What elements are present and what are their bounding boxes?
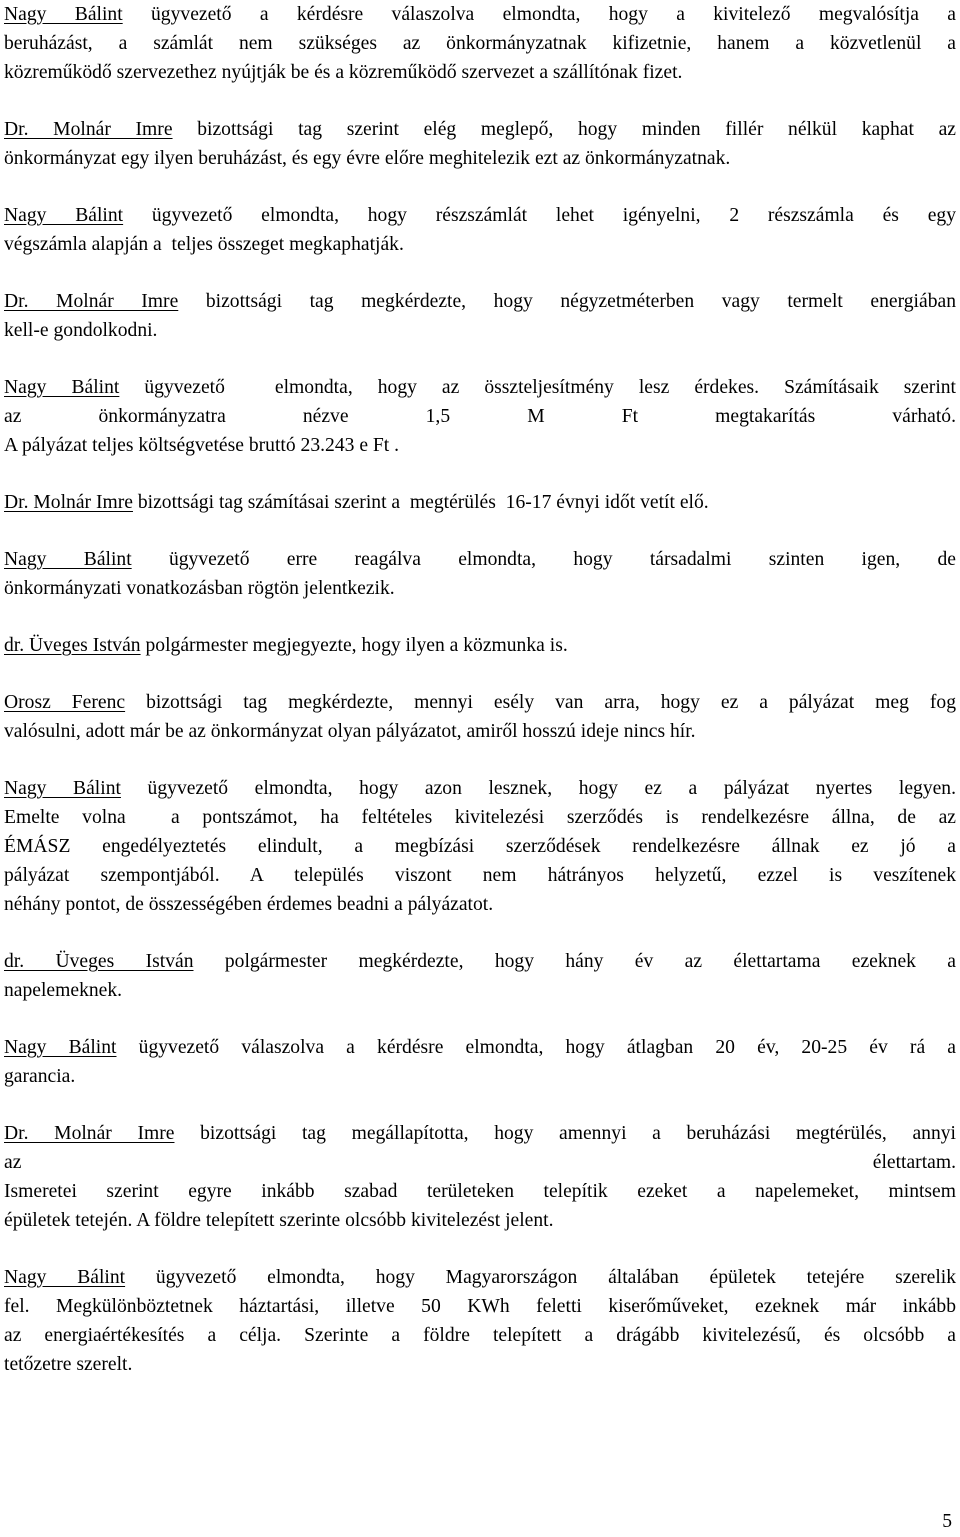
line-text: ügyvezető erre reagálva elmondta, hogy társadalmi szinten igen, de xyxy=(131,549,956,570)
paragraph xyxy=(4,631,956,660)
page-number: 5 xyxy=(942,1511,952,1532)
line-text: ügyvezető válaszolva a kérdésre elmondta, hogy átlagban 20 év, 20-25 év rá a xyxy=(116,1037,956,1058)
paragraph xyxy=(4,1263,956,1379)
line-text: napelemeknek. xyxy=(4,980,123,1001)
text-line xyxy=(4,58,956,87)
paragraph xyxy=(4,115,956,173)
text-line xyxy=(4,287,956,316)
line-text: bizottsági tag megállapította, hogy amennyi a beruházási megtérülés, annyi xyxy=(174,1123,956,1144)
line-text: Emelte volna a pontszámot, ha feltételes kivitelezési szerződés is rendelkezésre állna, de az xyxy=(4,807,956,828)
line-text: A pályázat teljes költségvetése bruttó 23.243 e Ft . xyxy=(4,435,400,456)
text-line xyxy=(4,1148,956,1177)
line-text: bizottsági tag megkérdezte, mennyi esély van arra, hogy ez a pályázat meg fog xyxy=(125,692,956,713)
paragraph xyxy=(4,201,956,259)
speaker-name: Nagy Bálint xyxy=(4,778,121,799)
paragraph xyxy=(4,947,956,1005)
text-line xyxy=(4,230,956,259)
text-line xyxy=(4,1321,956,1350)
text-line xyxy=(4,890,956,919)
line-text: az önkormányzatra nézve 1,5 M Ft megtakarítás várható. xyxy=(4,406,956,427)
paragraph xyxy=(4,1119,956,1235)
line-text: ügyvezető elmondta, hogy Magyarországon általában épületek tetejére szerelik xyxy=(125,1267,956,1288)
line-text: önkormányzati vonatkozásban rögtön jelentkezik. xyxy=(4,578,395,599)
paragraph xyxy=(4,488,956,517)
line-text: ügyvezető elmondta, hogy az összteljesítmény lesz érdekes. Számításaik szerint xyxy=(119,377,957,398)
text-line xyxy=(4,803,956,832)
text-line xyxy=(4,832,956,861)
text-line xyxy=(4,545,956,574)
line-text: beruházást, a számlát nem szükséges az önkormányzatnak kifizetnie, hanem a közvetlenül a xyxy=(4,33,956,54)
paragraph xyxy=(4,0,956,87)
line-text: valósulni, adott már be az önkormányzat olyan pályázatot, amiről hosszú ideje nincs hír. xyxy=(4,721,696,742)
speaker-name: Nagy Bálint xyxy=(4,377,120,398)
text-line xyxy=(4,1206,956,1235)
line-text: polgármester megkérdezte, hogy hány év az élettartama ezeknek a xyxy=(193,951,956,972)
line-text: ÉMÁSZ engedélyeztetés elindult, a megbízási szerződések rendelkezésre állnak ez jó a xyxy=(4,836,956,857)
line-text: pályázat szempontjából. A település viszont nem hátrányos helyzetű, ezzel is veszítenek xyxy=(4,865,956,886)
line-text: ügyvezető elmondta, hogy részszámlát lehet igényelni, 2 részszámla és egy xyxy=(123,205,956,226)
line-text: az élettartam. xyxy=(4,1152,956,1173)
speaker-name: Nagy Bálint xyxy=(4,549,132,570)
paragraph xyxy=(4,1033,956,1091)
speaker-name: dr. Üveges István xyxy=(4,951,194,972)
text-line xyxy=(4,115,956,144)
text-line xyxy=(4,0,956,29)
text-line xyxy=(4,1177,956,1206)
text-line xyxy=(4,29,956,58)
line-text: néhány pontot, de összességében érdemes beadni a pályázatot. xyxy=(4,894,494,915)
line-text: ügyvezető a kérdésre válaszolva elmondta, hogy a kivitelező megvalósítja a xyxy=(122,4,956,25)
line-text: bizottsági tag számításai szerint a megtérülés 16-17 évnyi időt vetít elő. xyxy=(132,492,709,513)
speaker-name: Dr. Molnár Imre xyxy=(4,119,173,140)
document-page xyxy=(4,0,956,1379)
line-text: kell-e gondolkodni. xyxy=(4,320,158,341)
speaker-name: Nagy Bálint xyxy=(4,1267,126,1288)
line-text: önkormányzat egy ilyen beruházást, és egy évre előre meghitelezik ezt az önkormányzatnak. xyxy=(4,148,731,169)
text-line xyxy=(4,431,956,460)
text-line xyxy=(4,717,956,746)
line-text: bizottsági tag szerint elég meglepő, hogy minden fillér nélkül kaphat az xyxy=(172,119,956,140)
text-line xyxy=(4,631,956,660)
paragraph xyxy=(4,373,956,460)
speaker-name: Nagy Bálint xyxy=(4,4,123,25)
line-text: közreműködő szervezethez nyújtják be és a közreműködő szervezet a szállítónak fizet. xyxy=(4,62,683,83)
speaker-name: Orosz Ferenc xyxy=(4,692,126,713)
text-line xyxy=(4,1263,956,1292)
paragraph xyxy=(4,287,956,345)
text-line xyxy=(4,316,956,345)
text-line xyxy=(4,861,956,890)
text-line xyxy=(4,402,956,431)
text-line xyxy=(4,373,956,402)
text-line xyxy=(4,1119,956,1148)
text-line xyxy=(4,1350,956,1379)
line-text: ügyvezető elmondta, hogy azon lesznek, hogy ez a pályázat nyertes legyen. xyxy=(120,778,957,799)
text-line xyxy=(4,201,956,230)
line-text: végszámla alapján a teljes összeget megkaphatják. xyxy=(4,234,404,255)
line-text: tetőzetre szerelt. xyxy=(4,1354,133,1375)
line-text: garancia. xyxy=(4,1066,76,1087)
line-text: épületek tetején. A földre telepített szerinte olcsóbb kivitelezést jelent. xyxy=(4,1210,554,1231)
text-line xyxy=(4,1062,956,1091)
text-line xyxy=(4,1033,956,1062)
text-line xyxy=(4,688,956,717)
paragraph xyxy=(4,545,956,603)
text-line xyxy=(4,774,956,803)
text-line xyxy=(4,976,956,1005)
speaker-name: dr. Üveges István xyxy=(4,635,141,656)
text-line xyxy=(4,488,956,517)
line-text: az energiaértékesítés a célja. Szerinte a földre telepített a drágább kivitelezésű, és olcsóbb a xyxy=(4,1325,956,1346)
speaker-name: Dr. Molnár Imre xyxy=(4,291,179,312)
text-line xyxy=(4,947,956,976)
paragraph xyxy=(4,774,956,919)
line-text: fel. Megkülönböztetnek háztartási, illetve 50 KWh feletti kiserőműveket, ezeknek már inkább xyxy=(4,1296,956,1317)
text-line xyxy=(4,144,956,173)
text-line xyxy=(4,574,956,603)
speaker-name: Nagy Bálint xyxy=(4,1037,117,1058)
speaker-name: Dr. Molnár Imre xyxy=(4,492,133,513)
line-text: bizottsági tag megkérdezte, hogy négyzetméterben vagy termelt energiában xyxy=(178,291,956,312)
speaker-name: Nagy Bálint xyxy=(4,205,124,226)
line-text: Ismeretei szerint egyre inkább szabad területeken telepítik ezeket a napelemeket, mintsem xyxy=(4,1181,956,1202)
paragraph xyxy=(4,688,956,746)
line-text: polgármester megjegyezte, hogy ilyen a közmunka is. xyxy=(140,635,568,656)
speaker-name: Dr. Molnár Imre xyxy=(4,1123,175,1144)
text-line xyxy=(4,1292,956,1321)
